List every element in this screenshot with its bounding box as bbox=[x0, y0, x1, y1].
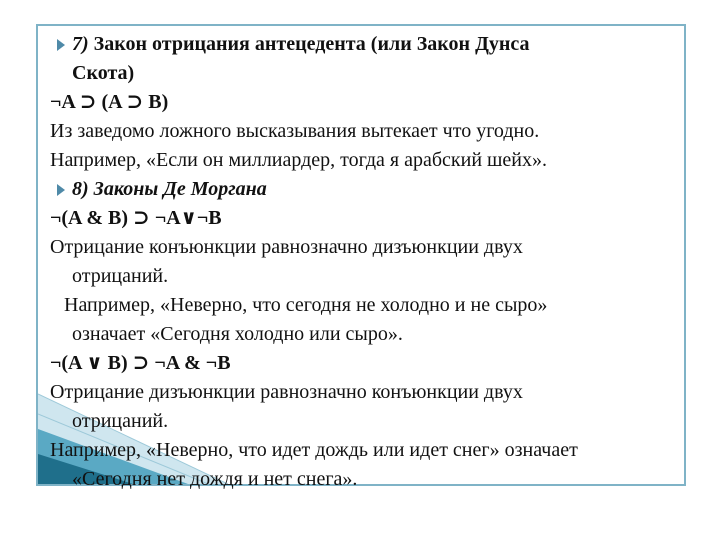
heading-law-7 bbox=[50, 30, 680, 59]
text-line: «Сегодня нет дождя и нет снега». bbox=[72, 468, 358, 490]
bullet-icon bbox=[57, 184, 65, 196]
heading-text: Закон отрицания антецедента (или Закон Дунса bbox=[93, 33, 530, 55]
text-line: означает «Сегодня холодно или сыро». bbox=[72, 323, 403, 345]
formula-line: ¬(A & B) ⊃ ¬A∨¬B bbox=[50, 207, 222, 229]
text-line: отрицаний. bbox=[72, 410, 169, 432]
formula-line: ¬A ⊃ (A ⊃ B) bbox=[50, 91, 169, 113]
heading-number: 7) bbox=[72, 33, 89, 55]
bullet-icon bbox=[57, 39, 65, 51]
text-line: Отрицание конъюнкции равнозначно дизъюнкции двух bbox=[50, 236, 523, 258]
heading-number: 8) bbox=[72, 178, 89, 200]
heading-continuation: Скота) bbox=[72, 62, 135, 84]
slide-content bbox=[50, 30, 680, 494]
text-line: Например, «Неверно, что сегодня не холодно и не сыро» bbox=[64, 294, 548, 316]
text-line: Из заведомо ложного высказывания вытекает что угодно. bbox=[50, 120, 540, 142]
formula-line: ¬(A ∨ B) ⊃ ¬A & ¬B bbox=[50, 352, 231, 374]
text-line: Отрицание дизъюнкции равнозначно конъюнкции двух bbox=[50, 381, 523, 403]
text-line: Например, «Неверно, что идет дождь или идет снег» означает bbox=[50, 439, 578, 461]
heading-text: Законы Де Моргана bbox=[93, 178, 267, 200]
text-line: отрицаний. bbox=[72, 265, 169, 287]
heading-law-8 bbox=[50, 175, 680, 204]
text-line: Например, «Если он миллиардер, тогда я арабский шейх». bbox=[50, 149, 548, 171]
